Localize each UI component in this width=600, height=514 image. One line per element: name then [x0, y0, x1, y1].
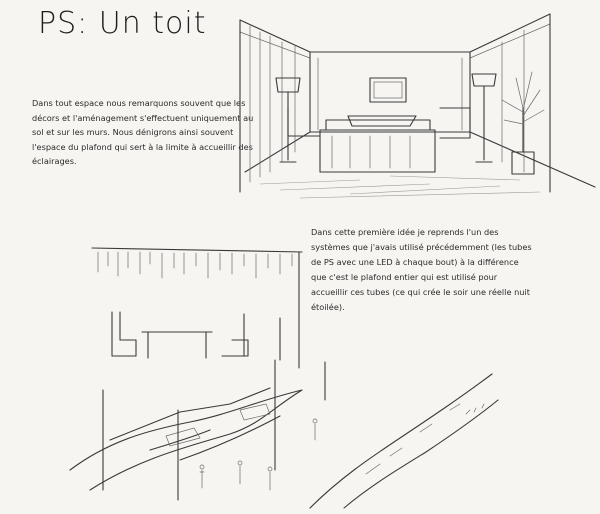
room-perspective-sketch [240, 12, 595, 202]
pathway-sketch [300, 368, 500, 512]
page-title: PS: Un toit [38, 6, 207, 41]
intro-paragraph: Dans tout espace nous remarquons souvent que les décors et l'aménagement s'effectuent uniquement au sol et sur les murs. Nous dénigrons ainsi souvent l'espace du plafond qui sert à la limite à accueillir des éclairages. [32, 98, 254, 166]
ceiling-tubes-sketch [92, 244, 307, 374]
idea-paragraph: Dans cette première idée je reprends l'un des systèmes que j'avais utilisé précédemment (les tubes de PS avec une LED à chaque bout) à la différence que c'est le plafond entier qui est utilisé pour accueillir ces tubes (ce qui crée le soir une réelle nuit étoilée). [311, 227, 532, 312]
